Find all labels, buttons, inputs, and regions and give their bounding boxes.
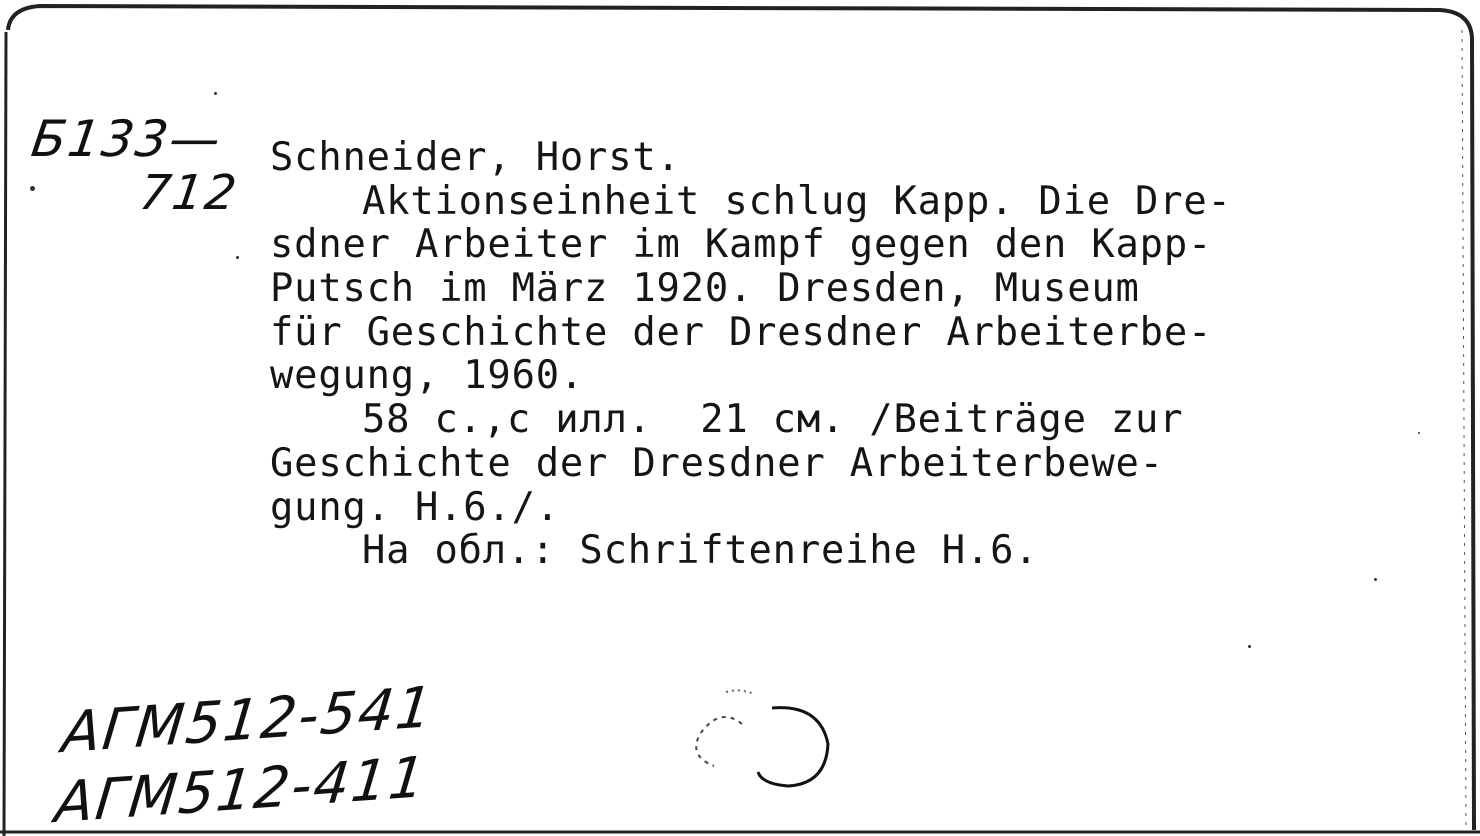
title-line-3: Putsch im März 1920. Dresden, Museum	[270, 266, 1140, 312]
bibliographic-entry	[270, 136, 1460, 573]
physical-description-line-1: 58 с.,с илл. 21 см. /Beiträge zur	[362, 397, 1184, 443]
title-line-4: für Geschichte der Dresdner Arbeiterbe-	[270, 309, 1213, 355]
shelfmark-bottom: 712	[136, 165, 242, 221]
inventory-number-2: АГМ512-411	[52, 744, 430, 836]
speck	[1248, 645, 1251, 648]
speck	[1418, 432, 1420, 434]
physical-description-line-3: gung. H.6./.	[270, 484, 560, 530]
title-line-5: wegung, 1960.	[270, 353, 585, 399]
speck	[1374, 578, 1377, 581]
shelfmark-top: Б133—	[27, 110, 226, 168]
inventory-number-1: АГМ512-541	[59, 674, 437, 767]
faded-stamp-icon	[680, 686, 840, 796]
speck	[30, 186, 35, 191]
cover-note-line: На обл.: Schriftenreihe H.6.	[362, 528, 1039, 574]
speck	[214, 92, 217, 95]
speck	[236, 256, 239, 259]
title-line-2: sdner Arbeiter im Kampf gegen den Kapp-	[270, 222, 1213, 268]
title-line-1: Aktionseinheit schlug Kapp. Die Dre-	[362, 178, 1232, 224]
author-line: Schneider, Horst.	[270, 135, 681, 180]
physical-description-line-2: Geschichte der Dresdner Arbeiterbewe-	[270, 440, 1164, 486]
